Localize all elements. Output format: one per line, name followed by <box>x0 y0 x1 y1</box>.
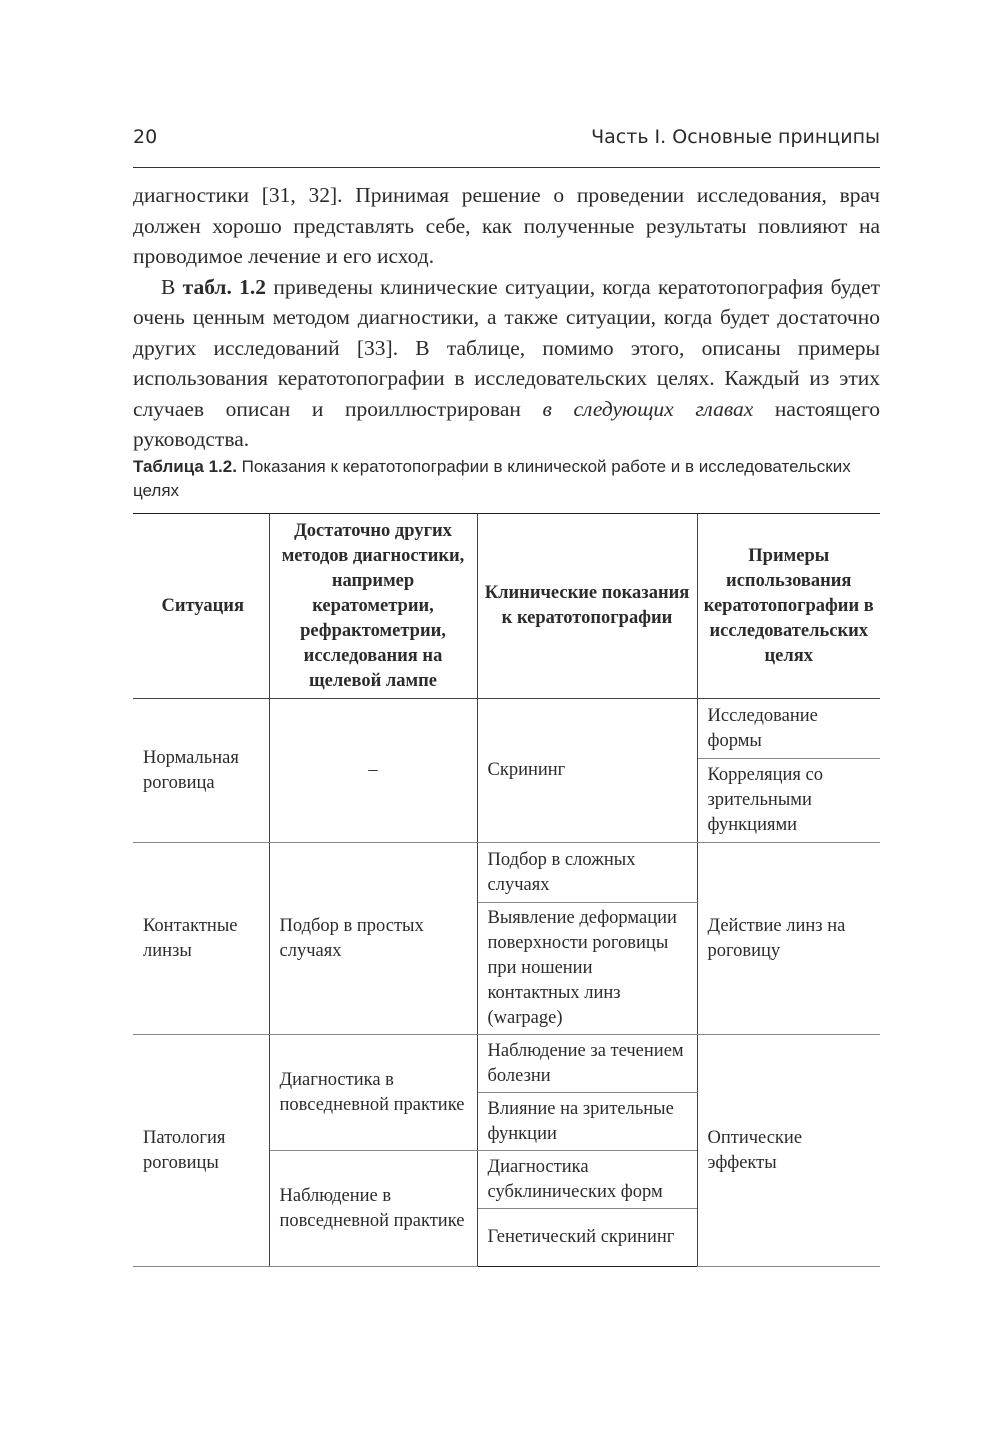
table-caption <box>133 455 880 503</box>
header-research: Примеры использования кератотопографии в исследовательских целях <box>697 514 880 699</box>
cell-indication: Диагностика субклинических форм <box>477 1151 697 1209</box>
running-title: Часть I. Основные принципы <box>591 126 880 148</box>
table-header-row <box>133 514 880 699</box>
table-row <box>133 699 880 759</box>
cell-indication: Влияние на зрительные функции <box>477 1093 697 1151</box>
caption-text: Показания к кератотопографии в клинической работе и в исследовательских целях <box>133 457 851 500</box>
cell-indication: Подбор в сложных случаях <box>477 843 697 903</box>
cell-other-methods: Диагностика в повседневной практике <box>269 1035 477 1151</box>
table-row <box>133 1035 880 1093</box>
header-indications: Клинические показания к кератотопографии <box>477 514 697 699</box>
cell-other-methods: – <box>269 699 477 843</box>
cell-indication: Скрининг <box>477 699 697 843</box>
body-text <box>133 180 880 455</box>
table-row <box>133 843 880 903</box>
cell-other-methods: Подбор в простых случаях <box>269 843 477 1035</box>
paragraph-1: диагностики [31, 32]. Принимая решение о проведении исследования, врач должен хорошо представлять себе, как полученные результаты повлияют на проводимое лечение и его исход. <box>133 183 880 268</box>
table-reference: табл. 1.2 <box>182 274 267 299</box>
caption-label: Таблица 1.2. <box>133 457 237 476</box>
chapters-reference: в следующих главах <box>542 396 754 421</box>
cell-situation: Нормальная роговица <box>133 699 269 843</box>
cell-situation: Контактные линзы <box>133 843 269 1035</box>
cell-other-methods: Наблюдение в повседневной практике <box>269 1151 477 1267</box>
cell-research: Оптические эффекты <box>697 1035 880 1267</box>
paragraph-2 <box>133 272 880 455</box>
cell-research: Корреляция со зрительными функциями <box>697 759 880 843</box>
p2-start: В <box>161 274 183 299</box>
cell-indication: Генетический скрининг <box>477 1209 697 1267</box>
header-situation: Ситуация <box>133 514 269 699</box>
cell-indication: Выявление деформации поверхности роговицы при ношении контактных линз (warpage) <box>477 903 697 1035</box>
page-number: 20 <box>133 126 158 148</box>
p2-end: настоящего руководства. <box>133 396 880 451</box>
cell-research: Исследование формы <box>697 699 880 759</box>
cell-research: Действие линз на роговицу <box>697 843 880 1035</box>
p2-mid: приведены клинические ситуации, когда кератотопография будет очень ценным методом диагностики, а также ситуации, когда будет достаточно других исследований [33]. В таблице, помимо этого, описаны примеры использования кератотопографии в исследовательских целях. Каждый из этих случаев описан и проиллюстрирован <box>133 274 881 421</box>
page-header <box>133 126 880 156</box>
indications-table <box>133 513 880 1267</box>
cell-situation: Патология роговицы <box>133 1035 269 1267</box>
cell-indication: Наблюдение за течением болезни <box>477 1035 697 1093</box>
header-other-methods: Достаточно других методов диагностики, например кератометрии, рефрактометрии, исследования на щелевой лампе <box>269 514 477 699</box>
header-divider <box>133 167 880 168</box>
